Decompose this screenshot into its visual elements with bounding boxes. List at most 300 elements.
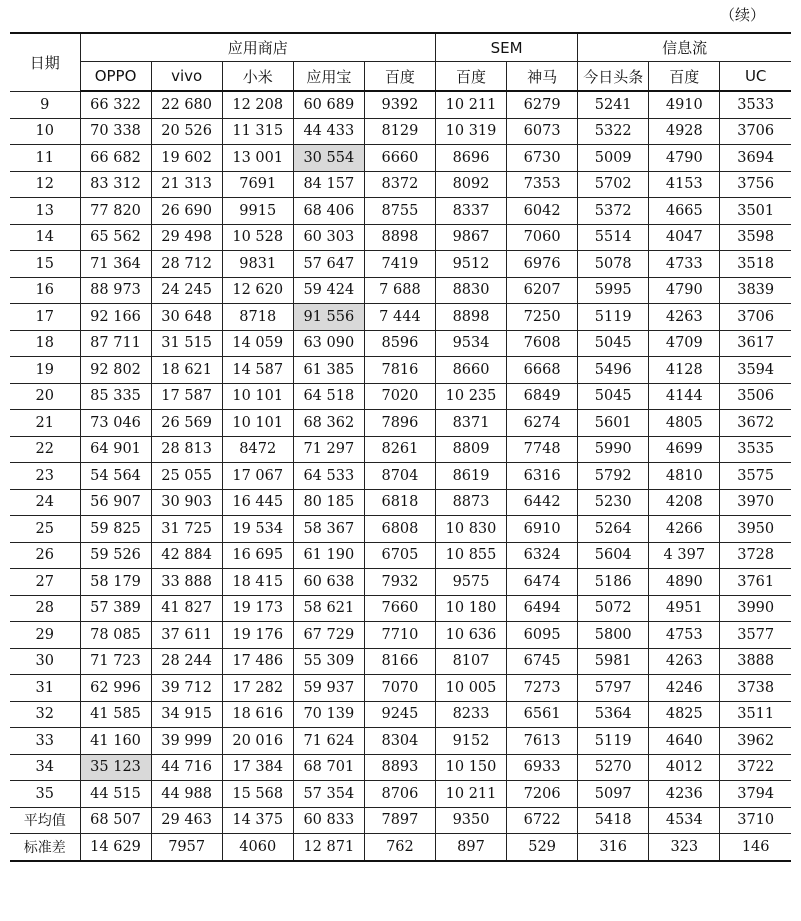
value-cell: 7206 (507, 781, 578, 808)
value-cell: 80 185 (293, 489, 364, 516)
stat-cell: 146 (720, 834, 791, 861)
date-cell: 26 (10, 542, 80, 569)
table-row (10, 357, 791, 384)
value-cell: 8809 (435, 436, 506, 463)
value-cell: 3575 (720, 463, 791, 490)
stat-cell: 14 629 (80, 834, 151, 861)
value-cell: 4790 (649, 145, 720, 172)
value-cell: 8718 (222, 304, 293, 331)
value-cell: 28 244 (151, 648, 222, 675)
value-cell: 57 354 (293, 781, 364, 808)
value-cell: 8596 (364, 330, 435, 357)
stat-cell: 7957 (151, 834, 222, 861)
stat-cell: 4060 (222, 834, 293, 861)
value-cell: 67 729 (293, 622, 364, 649)
value-cell: 8129 (364, 118, 435, 145)
value-cell: 19 176 (222, 622, 293, 649)
value-cell: 7353 (507, 171, 578, 198)
value-cell: 9831 (222, 251, 293, 278)
value-cell: 5981 (578, 648, 649, 675)
value-cell: 5230 (578, 489, 649, 516)
table-row (10, 251, 791, 278)
value-cell: 42 884 (151, 542, 222, 569)
value-cell: 5372 (578, 198, 649, 225)
stat-cell: 3710 (720, 807, 791, 834)
stat-cell: 5418 (578, 807, 649, 834)
value-cell: 70 139 (293, 701, 364, 728)
table-row (10, 91, 791, 118)
table-row (10, 728, 791, 755)
value-cell: 4012 (649, 754, 720, 781)
date-header: 日期 (10, 33, 80, 91)
value-cell: 17 384 (222, 754, 293, 781)
value-cell: 4047 (649, 224, 720, 251)
value-cell: 21 313 (151, 171, 222, 198)
value-cell: 7070 (364, 675, 435, 702)
date-cell: 9 (10, 91, 80, 118)
stat-cell: 12 871 (293, 834, 364, 861)
value-cell: 3535 (720, 436, 791, 463)
value-cell: 71 624 (293, 728, 364, 755)
value-cell: 24 245 (151, 277, 222, 304)
data-table (10, 32, 791, 862)
value-cell: 64 533 (293, 463, 364, 490)
value-cell: 3794 (720, 781, 791, 808)
value-cell: 3839 (720, 277, 791, 304)
value-cell: 17 067 (222, 463, 293, 490)
value-cell: 6808 (364, 516, 435, 543)
value-cell: 3577 (720, 622, 791, 649)
value-cell: 7748 (507, 436, 578, 463)
stat-cell: 9350 (435, 807, 506, 834)
value-cell: 71 364 (80, 251, 151, 278)
value-cell: 18 415 (222, 569, 293, 596)
value-cell: 6730 (507, 145, 578, 172)
value-cell: 6316 (507, 463, 578, 490)
value-cell: 4640 (649, 728, 720, 755)
value-cell: 54 564 (80, 463, 151, 490)
value-cell: 68 362 (293, 410, 364, 437)
table-row (10, 569, 791, 596)
value-cell: 5601 (578, 410, 649, 437)
table-row (10, 410, 791, 437)
group-header-sem: SEM (435, 33, 577, 62)
value-cell: 44 716 (151, 754, 222, 781)
value-cell: 3672 (720, 410, 791, 437)
value-cell: 7816 (364, 357, 435, 384)
table-row (10, 118, 791, 145)
value-cell: 9392 (364, 91, 435, 118)
date-cell: 21 (10, 410, 80, 437)
date-cell: 16 (10, 277, 80, 304)
value-cell: 8619 (435, 463, 506, 490)
value-cell: 30 648 (151, 304, 222, 331)
value-cell: 5097 (578, 781, 649, 808)
value-cell: 8706 (364, 781, 435, 808)
value-cell: 4263 (649, 648, 720, 675)
value-cell: 4263 (649, 304, 720, 331)
table-row (10, 277, 791, 304)
value-cell: 7419 (364, 251, 435, 278)
value-cell: 5009 (578, 145, 649, 172)
value-cell: 9534 (435, 330, 506, 357)
value-cell: 6561 (507, 701, 578, 728)
value-cell: 10 005 (435, 675, 506, 702)
value-cell: 3511 (720, 701, 791, 728)
value-cell: 44 988 (151, 781, 222, 808)
value-cell: 7020 (364, 383, 435, 410)
value-cell: 8371 (435, 410, 506, 437)
stat-cell: 529 (507, 834, 578, 861)
value-cell: 3722 (720, 754, 791, 781)
value-cell: 4805 (649, 410, 720, 437)
value-cell: 5072 (578, 595, 649, 622)
table-row (10, 224, 791, 251)
date-cell: 10 (10, 118, 80, 145)
value-cell: 71 723 (80, 648, 151, 675)
value-cell: 9915 (222, 198, 293, 225)
value-cell: 10 830 (435, 516, 506, 543)
column-header: 神马 (507, 62, 578, 92)
value-cell: 4733 (649, 251, 720, 278)
stat-cell: 762 (364, 834, 435, 861)
value-cell: 4246 (649, 675, 720, 702)
value-cell: 9152 (435, 728, 506, 755)
value-cell: 7 688 (364, 277, 435, 304)
value-cell: 3506 (720, 383, 791, 410)
value-cell: 8261 (364, 436, 435, 463)
value-cell: 4699 (649, 436, 720, 463)
value-cell: 9575 (435, 569, 506, 596)
table-row (10, 330, 791, 357)
value-cell: 64 901 (80, 436, 151, 463)
value-cell: 59 825 (80, 516, 151, 543)
value-cell: 73 046 (80, 410, 151, 437)
value-cell: 61 385 (293, 357, 364, 384)
value-cell: 19 534 (222, 516, 293, 543)
date-cell: 14 (10, 224, 80, 251)
value-cell: 12 620 (222, 277, 293, 304)
stat-cell: 14 375 (222, 807, 293, 834)
date-cell: 23 (10, 463, 80, 490)
value-cell: 4910 (649, 91, 720, 118)
date-cell: 20 (10, 383, 80, 410)
value-cell: 6073 (507, 118, 578, 145)
column-header: 今日头条 (578, 62, 649, 92)
value-cell: 5264 (578, 516, 649, 543)
value-cell: 7932 (364, 569, 435, 596)
value-cell: 92 166 (80, 304, 151, 331)
value-cell: 4208 (649, 489, 720, 516)
value-cell: 5119 (578, 304, 649, 331)
value-cell: 4890 (649, 569, 720, 596)
value-cell: 10 150 (435, 754, 506, 781)
value-cell: 4236 (649, 781, 720, 808)
value-cell: 77 820 (80, 198, 151, 225)
value-cell: 19 602 (151, 145, 222, 172)
value-cell: 9512 (435, 251, 506, 278)
value-cell: 20 016 (222, 728, 293, 755)
value-cell: 15 568 (222, 781, 293, 808)
value-cell: 5045 (578, 330, 649, 357)
value-cell: 8304 (364, 728, 435, 755)
value-cell: 60 638 (293, 569, 364, 596)
value-cell: 7060 (507, 224, 578, 251)
value-cell: 10 211 (435, 781, 506, 808)
value-cell: 3962 (720, 728, 791, 755)
value-cell: 3533 (720, 91, 791, 118)
value-cell: 3970 (720, 489, 791, 516)
value-cell: 5800 (578, 622, 649, 649)
value-cell: 6474 (507, 569, 578, 596)
value-cell: 6324 (507, 542, 578, 569)
value-cell: 17 486 (222, 648, 293, 675)
value-cell: 39 999 (151, 728, 222, 755)
table-row (10, 648, 791, 675)
value-cell: 5496 (578, 357, 649, 384)
value-cell: 92 802 (80, 357, 151, 384)
table-row (10, 463, 791, 490)
table-row (10, 489, 791, 516)
value-cell: 18 621 (151, 357, 222, 384)
date-cell: 34 (10, 754, 80, 781)
value-cell: 8893 (364, 754, 435, 781)
value-cell: 6494 (507, 595, 578, 622)
value-cell: 5186 (578, 569, 649, 596)
value-cell: 6660 (364, 145, 435, 172)
value-cell: 59 937 (293, 675, 364, 702)
value-cell: 5797 (578, 675, 649, 702)
value-cell: 3756 (720, 171, 791, 198)
value-cell: 57 389 (80, 595, 151, 622)
value-cell: 30 903 (151, 489, 222, 516)
value-cell: 5270 (578, 754, 649, 781)
value-cell: 7691 (222, 171, 293, 198)
value-cell: 8660 (435, 357, 506, 384)
value-cell: 3598 (720, 224, 791, 251)
value-cell: 25 055 (151, 463, 222, 490)
value-cell: 6933 (507, 754, 578, 781)
column-header: OPPO (80, 62, 151, 92)
value-cell: 10 101 (222, 410, 293, 437)
table-row (10, 701, 791, 728)
table-row (10, 198, 791, 225)
value-cell: 7660 (364, 595, 435, 622)
value-cell: 10 636 (435, 622, 506, 649)
value-cell: 3761 (720, 569, 791, 596)
value-cell: 9245 (364, 701, 435, 728)
value-cell: 3706 (720, 118, 791, 145)
value-cell: 3518 (720, 251, 791, 278)
value-cell: 28 712 (151, 251, 222, 278)
column-header: 百度 (435, 62, 506, 92)
value-cell: 22 680 (151, 91, 222, 118)
value-cell: 19 173 (222, 595, 293, 622)
date-cell: 33 (10, 728, 80, 755)
value-cell: 59 424 (293, 277, 364, 304)
value-cell: 7250 (507, 304, 578, 331)
date-cell: 12 (10, 171, 80, 198)
value-cell: 41 585 (80, 701, 151, 728)
value-cell: 8233 (435, 701, 506, 728)
value-cell: 3888 (720, 648, 791, 675)
value-cell: 5702 (578, 171, 649, 198)
date-cell: 30 (10, 648, 80, 675)
value-cell: 6207 (507, 277, 578, 304)
stat-cell: 68 507 (80, 807, 151, 834)
table-row (10, 171, 791, 198)
value-cell: 70 338 (80, 118, 151, 145)
value-cell: 8704 (364, 463, 435, 490)
value-cell: 5995 (578, 277, 649, 304)
value-cell: 5514 (578, 224, 649, 251)
value-cell: 7273 (507, 675, 578, 702)
value-cell: 10 180 (435, 595, 506, 622)
table-row (10, 383, 791, 410)
value-cell: 26 569 (151, 410, 222, 437)
value-cell: 55 309 (293, 648, 364, 675)
value-cell: 8092 (435, 171, 506, 198)
stat-cell: 60 833 (293, 807, 364, 834)
value-cell: 4951 (649, 595, 720, 622)
stat-label: 平均值 (10, 807, 80, 834)
value-cell: 8696 (435, 145, 506, 172)
stat-cell: 7897 (364, 807, 435, 834)
value-cell: 4790 (649, 277, 720, 304)
value-cell: 8372 (364, 171, 435, 198)
value-cell: 16 695 (222, 542, 293, 569)
table-row (10, 781, 791, 808)
value-cell: 12 208 (222, 91, 293, 118)
value-cell: 41 160 (80, 728, 151, 755)
value-cell: 8166 (364, 648, 435, 675)
value-cell: 5990 (578, 436, 649, 463)
value-cell: 6849 (507, 383, 578, 410)
value-cell: 34 915 (151, 701, 222, 728)
date-cell: 24 (10, 489, 80, 516)
value-cell: 10 855 (435, 542, 506, 569)
value-cell: 6279 (507, 91, 578, 118)
value-cell: 18 616 (222, 701, 293, 728)
value-cell: 6095 (507, 622, 578, 649)
date-cell: 17 (10, 304, 80, 331)
value-cell: 3694 (720, 145, 791, 172)
value-cell: 3990 (720, 595, 791, 622)
value-cell: 7 444 (364, 304, 435, 331)
value-cell: 17 282 (222, 675, 293, 702)
value-cell: 20 526 (151, 118, 222, 145)
stat-cell: 323 (649, 834, 720, 861)
value-cell: 3728 (720, 542, 791, 569)
value-cell: 4825 (649, 701, 720, 728)
value-cell: 88 973 (80, 277, 151, 304)
value-cell: 4266 (649, 516, 720, 543)
value-cell: 9867 (435, 224, 506, 251)
value-cell: 37 611 (151, 622, 222, 649)
date-cell: 32 (10, 701, 80, 728)
stat-cell: 29 463 (151, 807, 222, 834)
value-cell: 5119 (578, 728, 649, 755)
value-cell: 33 888 (151, 569, 222, 596)
value-cell: 4709 (649, 330, 720, 357)
value-cell: 5078 (578, 251, 649, 278)
value-cell: 64 518 (293, 383, 364, 410)
value-cell: 29 498 (151, 224, 222, 251)
value-cell: 10 211 (435, 91, 506, 118)
value-cell: 35 123 (80, 754, 151, 781)
value-cell: 58 179 (80, 569, 151, 596)
value-cell: 78 085 (80, 622, 151, 649)
value-cell: 58 621 (293, 595, 364, 622)
value-cell: 71 297 (293, 436, 364, 463)
value-cell: 66 682 (80, 145, 151, 172)
table-row (10, 304, 791, 331)
table-row (10, 542, 791, 569)
group-header-app-store: 应用商店 (80, 33, 435, 62)
value-cell: 6745 (507, 648, 578, 675)
value-cell: 7608 (507, 330, 578, 357)
value-cell: 4665 (649, 198, 720, 225)
value-cell: 4153 (649, 171, 720, 198)
value-cell: 3738 (720, 675, 791, 702)
value-cell: 8472 (222, 436, 293, 463)
value-cell: 4753 (649, 622, 720, 649)
column-header: vivo (151, 62, 222, 92)
value-cell: 8107 (435, 648, 506, 675)
value-cell: 6976 (507, 251, 578, 278)
value-cell: 11 315 (222, 118, 293, 145)
value-cell: 7896 (364, 410, 435, 437)
value-cell: 91 556 (293, 304, 364, 331)
value-cell: 83 312 (80, 171, 151, 198)
value-cell: 6274 (507, 410, 578, 437)
date-cell: 18 (10, 330, 80, 357)
value-cell: 63 090 (293, 330, 364, 357)
value-cell: 5364 (578, 701, 649, 728)
value-cell: 3706 (720, 304, 791, 331)
continued-label: （续） (719, 6, 765, 24)
value-cell: 31 725 (151, 516, 222, 543)
value-cell: 6668 (507, 357, 578, 384)
value-cell: 8898 (435, 304, 506, 331)
value-cell: 5241 (578, 91, 649, 118)
value-cell: 6442 (507, 489, 578, 516)
table-row (10, 145, 791, 172)
value-cell: 6818 (364, 489, 435, 516)
value-cell: 65 562 (80, 224, 151, 251)
table-row (10, 754, 791, 781)
column-header: 应用宝 (293, 62, 364, 92)
date-cell: 31 (10, 675, 80, 702)
date-cell: 27 (10, 569, 80, 596)
value-cell: 41 827 (151, 595, 222, 622)
table-row (10, 595, 791, 622)
value-cell: 68 406 (293, 198, 364, 225)
value-cell: 85 335 (80, 383, 151, 410)
stat-cell: 897 (435, 834, 506, 861)
date-cell: 28 (10, 595, 80, 622)
column-header: 小米 (222, 62, 293, 92)
value-cell: 31 515 (151, 330, 222, 357)
value-cell: 60 303 (293, 224, 364, 251)
value-cell: 13 001 (222, 145, 293, 172)
value-cell: 59 526 (80, 542, 151, 569)
value-cell: 61 190 (293, 542, 364, 569)
value-cell: 44 433 (293, 118, 364, 145)
value-cell: 8898 (364, 224, 435, 251)
value-cell: 26 690 (151, 198, 222, 225)
stat-cell: 4534 (649, 807, 720, 834)
